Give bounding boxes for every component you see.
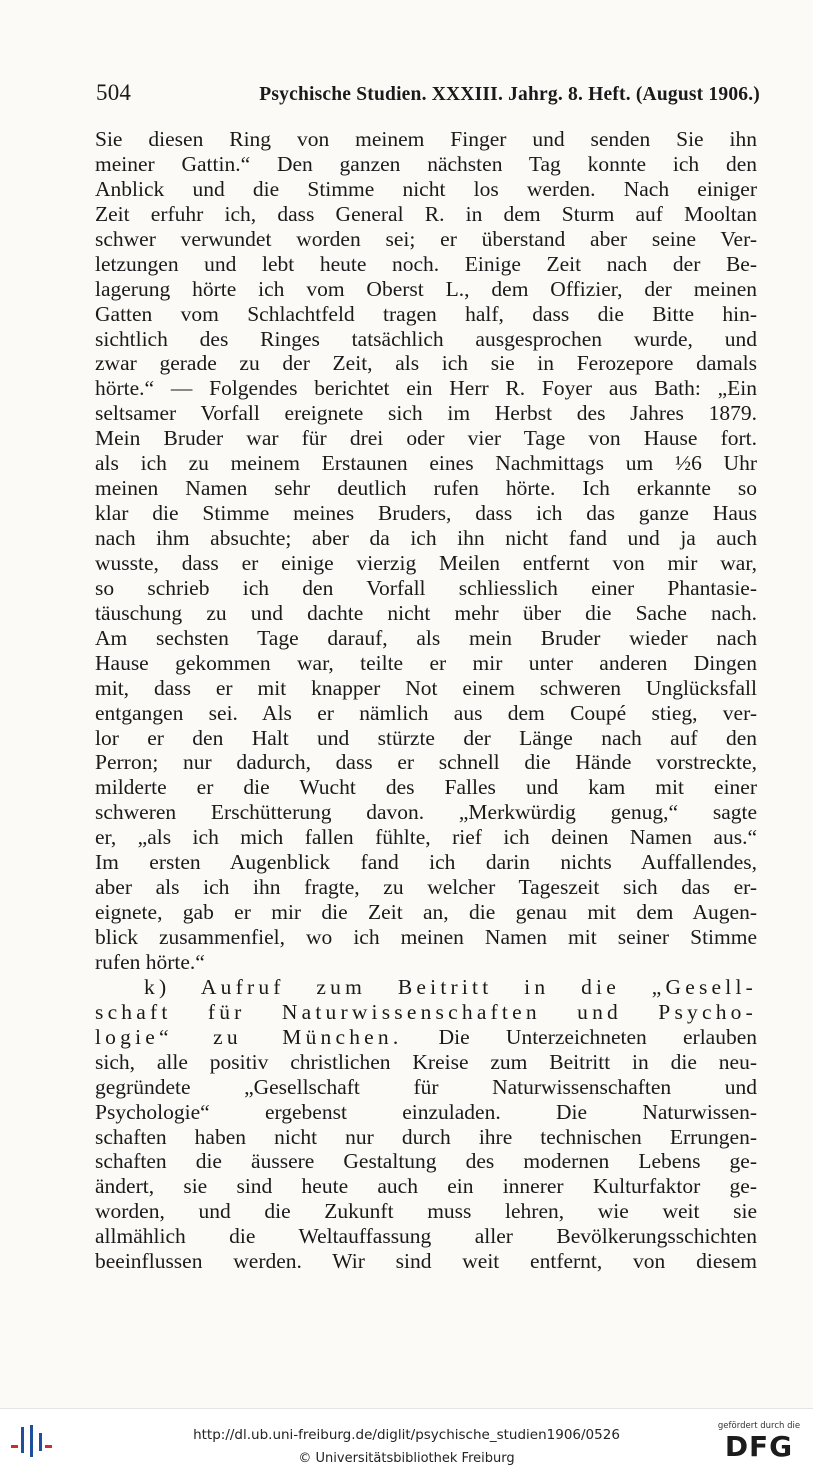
section-heading-end: logie“ zu München. bbox=[95, 1024, 403, 1049]
section-heading-line: k) Aufruf zum Beitritt in die „Gesell- bbox=[144, 974, 757, 999]
text-line: meiner Gattin.“ Den ganzen nächsten Tag konnte ich den bbox=[95, 151, 757, 176]
running-title: Psychische Studien. XXXIII. Jahrg. 8. Heft. (August 1906.) bbox=[259, 84, 760, 105]
text-line: mit, dass er mit knapper Not einem schweren Unglücksfall bbox=[95, 675, 757, 700]
text-line: sich, alle positiv christlichen Kreise zum Beitritt in die neu- bbox=[95, 1049, 757, 1074]
text-line: schwer verwundet worden sei; er überstand aber seine Ver- bbox=[95, 226, 757, 251]
text-line: wusste, dass er einige vierzig Meilen entfernt von mir war, bbox=[95, 550, 757, 575]
text-line: klar die Stimme meines Bruders, dass ich das ganze Haus bbox=[95, 501, 757, 526]
text-line: täuschung zu und dachte nicht mehr über die Sache nach. bbox=[95, 600, 757, 625]
text-line: lagerung hörte ich vom Oberst L., dem Offizier, der meinen bbox=[95, 276, 757, 301]
text-line: blick zusammenfiel, wo ich meinen Namen mit seiner Stimme bbox=[95, 925, 757, 949]
text-line: meinen Namen sehr deutlich rufen hörte. Ich erkannte so bbox=[95, 476, 757, 501]
page-body-text bbox=[95, 127, 757, 1274]
text-line: Perron; nur dadurch, dass er schnell die Hände vorstreckte, bbox=[95, 750, 757, 775]
text-line: Im ersten Augenblick fand ich darin nichts Auffallendes, bbox=[95, 850, 757, 875]
permalink-url[interactable]: http://dl.ub.uni-freiburg.de/diglit/psychische_studien1906/0526 bbox=[193, 1427, 620, 1443]
text-line: so schrieb ich den Vorfall schliesslich einer Phantasie- bbox=[95, 575, 757, 600]
text-line: Hause gekommen war, teilte er mir unter anderen Dingen bbox=[95, 650, 757, 675]
funding-note: gefördert durch die bbox=[717, 1421, 801, 1431]
text-line: hörte.“ — Folgendes berichtet ein Herr R. Foyer aus Bath: „Ein bbox=[95, 376, 757, 401]
text-line: nach ihm absuchte; aber da ich ihn nicht fand und ja auch bbox=[95, 526, 757, 550]
text-line: gegründete „Gesellschaft für Naturwissenschaften und bbox=[95, 1074, 757, 1099]
text-line: zwar gerade zu der Zeit, als ich sie in Ferozepore damals bbox=[95, 351, 757, 376]
text-line: entgangen sei. Als er nämlich aus dem Coupé stieg, ver- bbox=[95, 700, 757, 725]
text-line: sichtlich des Ringes tatsächlich ausgesprochen wurde, und bbox=[95, 326, 757, 351]
dfg-logo bbox=[715, 1421, 803, 1469]
text-line: schweren Erschütterung davon. „Merkwürdig genug,“ sagte bbox=[95, 800, 757, 825]
text-line: als ich zu meinem Erstaunen eines Nachmittags um ½6 Uhr bbox=[95, 451, 757, 476]
text-line: Anblick und die Stimme nicht los werden. Nach einiger bbox=[95, 176, 757, 201]
text-line: schaften die äussere Gestaltung des modernen Lebens ge- bbox=[95, 1149, 757, 1174]
text-line: er, „als ich mich fallen fühlte, rief ich deinen Namen aus.“ bbox=[95, 825, 757, 850]
running-header bbox=[96, 80, 760, 106]
dfg-wordmark: DFG bbox=[724, 1430, 794, 1463]
text-line: worden, und die Zukunft muss lehren, wie weit sie bbox=[95, 1199, 757, 1224]
text-line: aber als ich ihn fragte, zu welcher Tageszeit sich das er- bbox=[95, 875, 757, 900]
text-line: beeinflussen werden. Wir sind weit entfernt, von diesem bbox=[95, 1249, 757, 1274]
section-heading-line: schaft für Naturwissenschaften und Psycho- bbox=[95, 999, 757, 1024]
page-number: 504 bbox=[96, 80, 132, 105]
text-line: letzungen und lebt heute noch. Einige Zeit nach der Be- bbox=[95, 251, 757, 276]
text-line: milderte er die Wucht des Falles und kam mit einer bbox=[95, 775, 757, 800]
section-text-start: Die Unterzeichneten erlauben bbox=[438, 1024, 757, 1049]
text-line: Am sechsten Tage darauf, als mein Bruder wieder nach bbox=[95, 625, 757, 650]
text-line: schaften haben nicht nur durch ihre technischen Errungen- bbox=[95, 1124, 757, 1149]
text-line: seltsamer Vorfall ereignete sich im Herbst des Jahres 1879. bbox=[95, 401, 757, 426]
text-line: lor er den Halt und stürzte der Länge nach auf den bbox=[95, 725, 757, 750]
copyright-notice: © Universitätsbibliothek Freiburg bbox=[298, 1451, 515, 1466]
text-line: allmählich die Weltauffassung aller Bevölkerungsschichten bbox=[95, 1224, 757, 1249]
viewer-footer bbox=[0, 1408, 813, 1474]
text-line: Sie diesen Ring von meinem Finger und senden Sie ihn bbox=[95, 127, 757, 151]
text-line: eignete, gab er mir die Zeit an, die genau mit dem Augen- bbox=[95, 900, 757, 925]
text-line: Zeit erfuhr ich, dass General R. in dem Sturm auf Mooltan bbox=[95, 201, 757, 226]
text-line: Psychologie“ ergebenst einzuladen. Die Naturwissen- bbox=[95, 1099, 757, 1124]
text-line: ändert, sie sind heute auch ein innerer Kulturfaktor ge- bbox=[95, 1174, 757, 1199]
text-line: rufen hörte.“ bbox=[95, 949, 205, 974]
section-heading-line-with-text bbox=[95, 1025, 757, 1050]
text-line: Gatten vom Schlachtfeld tragen half, dass die Bitte hin- bbox=[95, 301, 757, 326]
text-line: Mein Bruder war für drei oder vier Tage von Hause fort. bbox=[95, 426, 757, 451]
